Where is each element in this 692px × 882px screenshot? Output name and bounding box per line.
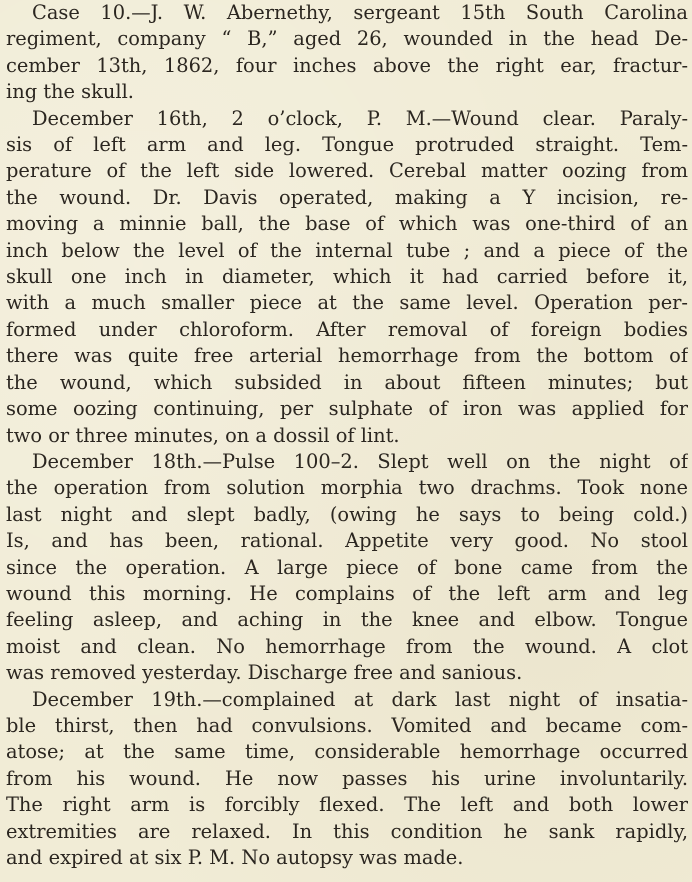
case-report-text [6,0,688,871]
text-line: December 16th, 2 o’clock, P. M.—Wound clear. Paraly- [32,106,688,130]
text-line: Is, and has been, rational. Appetite very good. No stool [6,529,688,553]
text-line: cember 13th, 1862, four inches above the right ear, fractur- [6,53,688,77]
text-line: there was quite free arterial hemorrhage from the bottom of [6,344,688,368]
text-line: The right arm is forcibly flexed. The left and both lower [6,793,688,817]
text-line: the operation from solution morphia two drachms. Took none [6,476,688,500]
text-line: ble thirst, then had convulsions. Vomited and became com- [6,713,688,737]
text-line: moist and clean. No hemorrhage from the wound. A clot [6,634,688,658]
text-line: formed under chloroform. After removal of foreign bodies [6,317,688,341]
text-line: perature of the left side lowered. Cerebal matter oozing from [6,159,688,183]
text-line: atose; at the same time, considerable hemorrhage occurred [6,740,688,764]
text-line: from his wound. He now passes his urine involuntarily. [6,766,688,790]
text-line: the wound. Dr. Davis operated, making a Y incision, re- [6,185,688,209]
text-line: feeling asleep, and aching in the knee and elbow. Tongue [6,608,688,632]
text-line: with a much smaller piece at the same level. Operation per- [6,291,688,315]
text-line: and expired at six P. M. No autopsy was made. [6,846,464,869]
text-line: two or three minutes, on a dossil of lint. [6,423,400,447]
text-line: skull one inch in diameter, which it had carried before it, [6,265,688,289]
text-line: last night and slept badly, (owing he says to being cold.) [6,502,688,526]
text-line: sis of left arm and leg. Tongue protruded straight. Tem- [6,133,688,157]
text-line: the wound, which subsided in about fifteen minutes; but [6,370,688,394]
text-line: December 18th.—Pulse 100–2. Slept well on the night of [32,449,688,473]
text-line: extremities are relaxed. In this condition he sank rapidly, [6,819,688,843]
text-line: December 19th.—complained at dark last night of insatia- [32,687,688,711]
text-line: regiment, company “ B,” aged 26, wounded in the head De- [6,27,688,51]
text-line: inch below the level of the internal tube ; and a piece of the [6,238,688,262]
text-line: Case 10.—J. W. Abernethy, sergeant 15th South Carolina [32,1,688,24]
text-line: was removed yesterday. Discharge free and sanious. [6,661,523,685]
text-line: some oozing continuing, per sulphate of iron was applied for [6,397,688,421]
text-line: wound this morning. He complains of the left arm and leg [6,581,688,605]
text-line: moving a minnie ball, the base of which was one-third of an [6,212,688,236]
text-line: ing the skull. [6,80,134,104]
text-line: since the operation. A large piece of bone came from the [6,555,688,579]
